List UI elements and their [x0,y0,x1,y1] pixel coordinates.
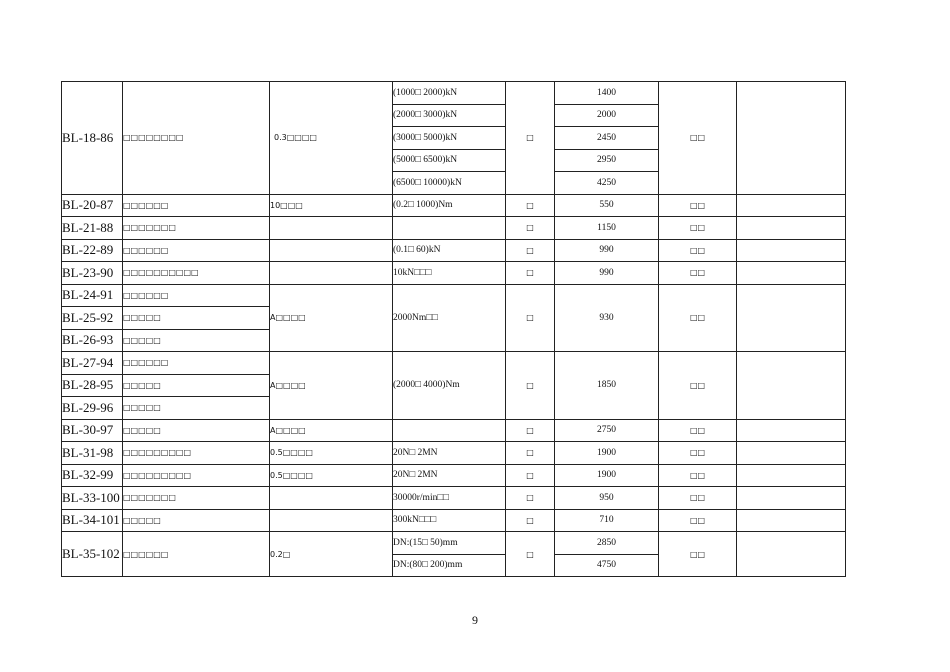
item-name: □□□□□ [123,307,270,330]
table-row [62,464,846,487]
item-code: BL-18-86 [62,82,123,195]
item-type: □□ [659,217,737,240]
table-row [62,532,846,555]
item-unit: □ [506,82,555,195]
item-note [737,217,846,240]
item-accuracy: 10□□□ [270,194,393,217]
item-price: 950 [555,487,659,510]
item-name: □□□□□□ [123,284,270,307]
item-range: 2000Nm□□ [393,284,506,352]
item-accuracy [270,262,393,285]
item-price: 550 [555,194,659,217]
item-name: □□□□□□□□□ [123,464,270,487]
item-price: 990 [555,262,659,285]
item-range [393,419,506,442]
item-price: 1900 [555,442,659,465]
item-type: □□ [659,284,737,352]
price-table [61,81,846,577]
item-range: DN:(15□ 50)mm [393,532,506,555]
item-code: BL-31-98 [62,442,123,465]
item-accuracy: 0.3□□□□ [270,82,393,195]
item-name: □□□□□□□ [123,217,270,240]
item-name: □□□□□□□□ [123,82,270,195]
item-price: 1850 [555,352,659,420]
item-note [737,262,846,285]
item-range: (1000□ 2000)kN [393,82,506,105]
item-range: 30000r/min□□ [393,487,506,510]
item-range: DN:(80□ 200)mm [393,554,506,577]
item-code: BL-24-91 [62,284,123,307]
table-row [62,487,846,510]
item-unit: □ [506,352,555,420]
item-price: 4250 [555,172,659,195]
item-name: □□□□□ [123,509,270,532]
item-accuracy: 0.5□□□□ [270,442,393,465]
item-range: (6500□ 10000)kN [393,172,506,195]
item-range: (3000□ 5000)kN [393,127,506,150]
item-price: 1150 [555,217,659,240]
item-range: (2000□ 4000)Nm [393,352,506,420]
item-code: BL-20-87 [62,194,123,217]
table-row [62,509,846,532]
item-name: □□□□□□ [123,194,270,217]
item-accuracy [270,239,393,262]
item-unit: □ [506,239,555,262]
item-type: □□ [659,464,737,487]
item-price: 990 [555,239,659,262]
item-type: □□ [659,239,737,262]
item-name: □□□□□ [123,397,270,420]
item-accuracy: A□□□□ [270,352,393,420]
item-code: BL-30-97 [62,419,123,442]
item-accuracy: A□□□□ [270,284,393,352]
item-unit: □ [506,464,555,487]
item-code: BL-34-101 [62,509,123,532]
item-type: □□ [659,532,737,577]
item-price: 2450 [555,127,659,150]
item-range [393,217,506,240]
item-type: □□ [659,262,737,285]
table-row [62,194,846,217]
item-price: 1900 [555,464,659,487]
item-note [737,532,846,577]
item-code: BL-26-93 [62,329,123,352]
item-name: □□□□□□□□□ [123,442,270,465]
item-type: □□ [659,419,737,442]
table-row [62,419,846,442]
item-price: 2950 [555,149,659,172]
table-row [62,284,846,307]
item-accuracy: 0.5□□□□ [270,464,393,487]
item-unit: □ [506,509,555,532]
item-name: □□□□□□ [123,239,270,262]
item-price: 710 [555,509,659,532]
item-note [737,194,846,217]
item-accuracy [270,509,393,532]
item-name: □□□□□□□ [123,487,270,510]
item-accuracy [270,487,393,510]
item-range: 20N□ 2MN [393,464,506,487]
item-unit: □ [506,284,555,352]
item-code: BL-27-94 [62,352,123,375]
item-name: □□□□□□ [123,352,270,375]
item-range: (2000□ 3000)kN [393,104,506,127]
item-unit: □ [506,442,555,465]
item-note [737,442,846,465]
item-note [737,509,846,532]
item-code: BL-32-99 [62,464,123,487]
item-note [737,487,846,510]
item-name: □□□□□□□□□□ [123,262,270,285]
table-row [62,217,846,240]
item-price: 4750 [555,554,659,577]
item-note [737,239,846,262]
item-note [737,82,846,195]
item-code: BL-29-96 [62,397,123,420]
item-note [737,464,846,487]
table-row [62,82,846,105]
item-unit: □ [506,194,555,217]
table-row [62,442,846,465]
item-name: □□□□□ [123,329,270,352]
item-type: □□ [659,487,737,510]
item-type: □□ [659,442,737,465]
item-code: BL-28-95 [62,374,123,397]
item-type: □□ [659,509,737,532]
item-unit: □ [506,419,555,442]
item-code: BL-23-90 [62,262,123,285]
item-name: □□□□□ [123,419,270,442]
item-accuracy: 0.2□ [270,532,393,577]
item-note [737,352,846,420]
item-accuracy: A□□□□ [270,419,393,442]
item-code: BL-21-88 [62,217,123,240]
item-code: BL-25-92 [62,307,123,330]
item-name: □□□□□□ [123,532,270,577]
table-row [62,262,846,285]
item-name: □□□□□ [123,374,270,397]
item-range: (0.2□ 1000)Nm [393,194,506,217]
item-price: 930 [555,284,659,352]
item-code: BL-35-102 [62,532,123,577]
item-unit: □ [506,262,555,285]
item-unit: □ [506,487,555,510]
item-range: 300kN□□□ [393,509,506,532]
item-price: 2000 [555,104,659,127]
item-note [737,419,846,442]
item-price: 2850 [555,532,659,555]
item-price: 1400 [555,82,659,105]
item-type: □□ [659,82,737,195]
item-type: □□ [659,352,737,420]
item-range: 20N□ 2MN [393,442,506,465]
item-price: 2750 [555,419,659,442]
item-range: (0.1□ 60)kN [393,239,506,262]
item-range: 10kN□□□ [393,262,506,285]
item-code: BL-22-89 [62,239,123,262]
item-unit: □ [506,217,555,240]
item-range: (5000□ 6500)kN [393,149,506,172]
item-code: BL-33-100 [62,487,123,510]
table-row [62,352,846,375]
item-accuracy [270,217,393,240]
item-type: □□ [659,194,737,217]
item-note [737,284,846,352]
page-number: 9 [472,613,478,627]
table-row [62,239,846,262]
item-unit: □ [506,532,555,577]
